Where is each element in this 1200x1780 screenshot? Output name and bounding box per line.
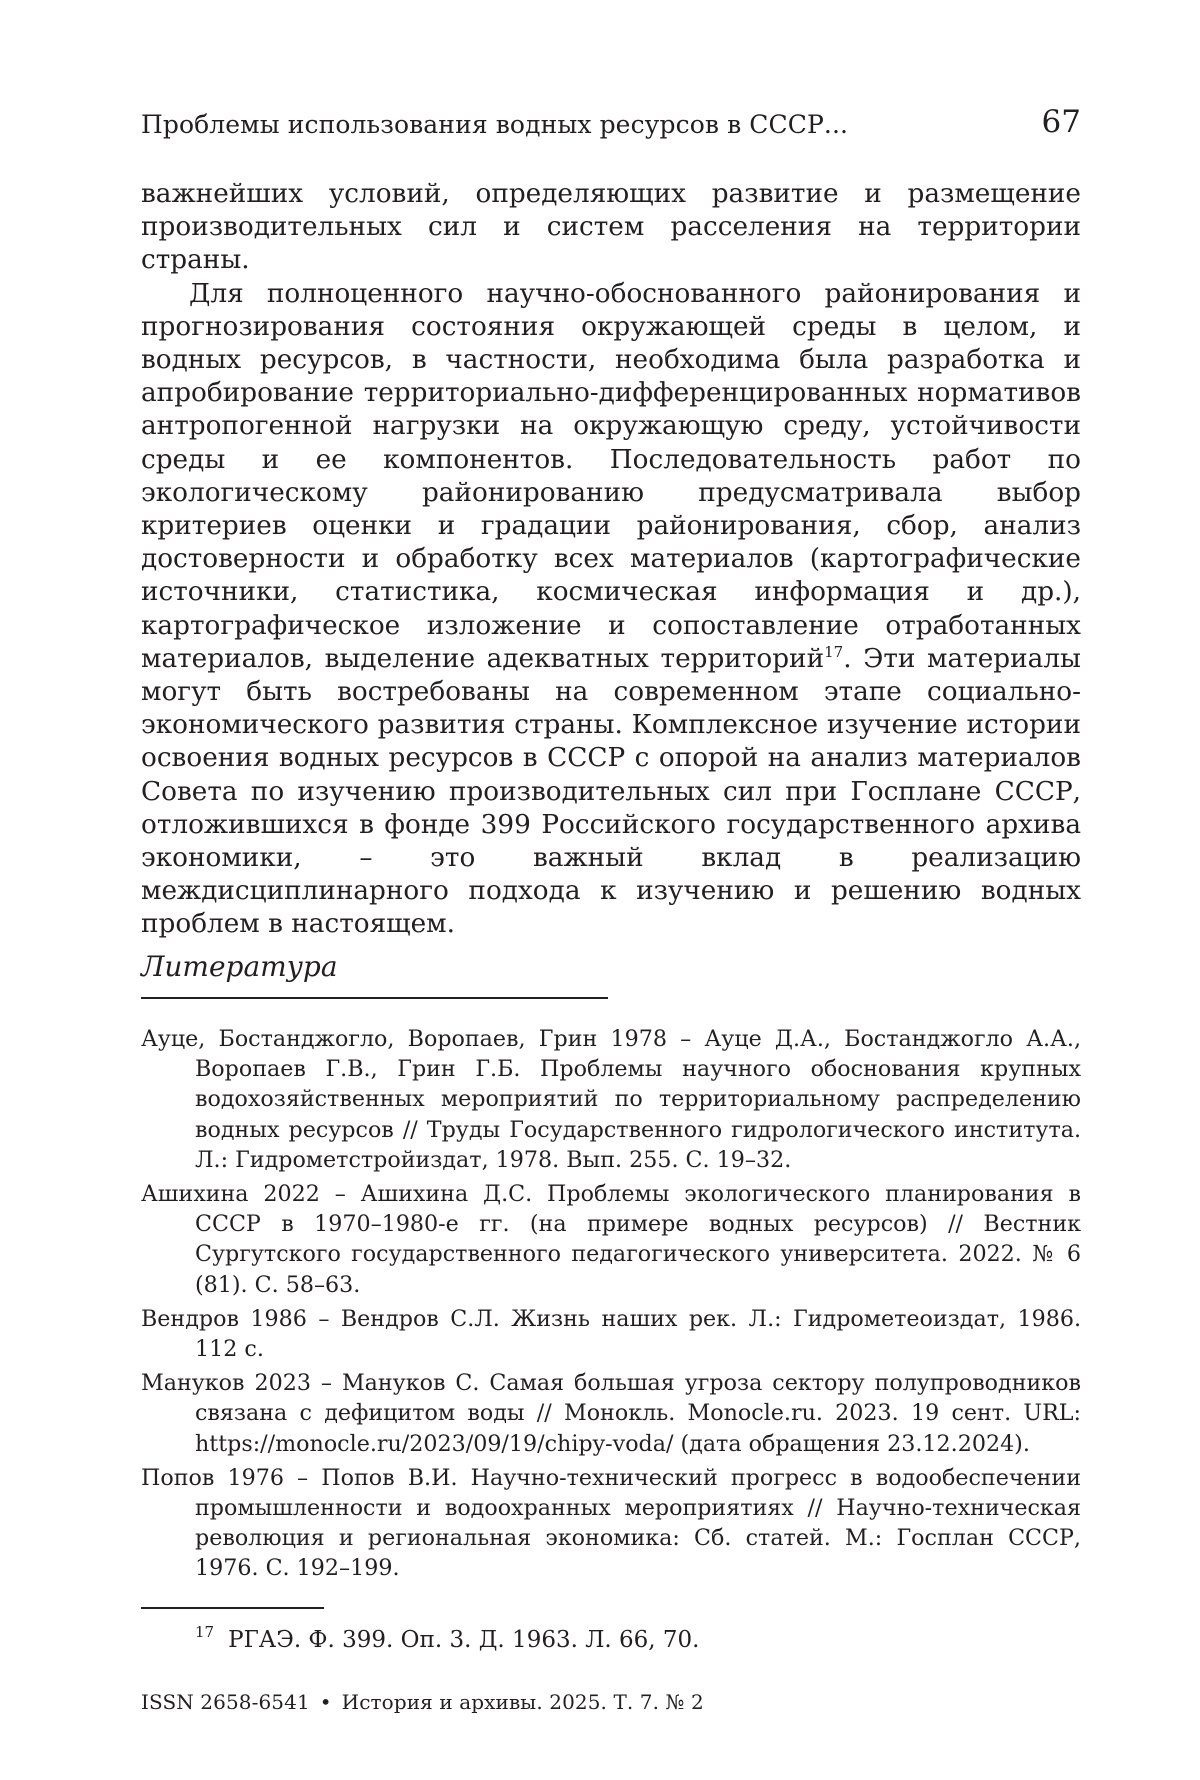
footnote <box>195 1623 700 1653</box>
reference-item: Мануков 2023 – Мануков С. Самая большая угроза сектору полупроводников связана с дефицитом воды // Монокль. Monocle.ru. 2023. 19 сент. URL: https://monocle.ru/2023/09/19/chipy-voda/ (дата обращения 23.12.2024). <box>141 1370 1081 1457</box>
paragraph-1: важнейших условий, определяющих развитие и размещение производительных сил и систем расселения на территории страны. <box>141 179 1081 276</box>
paragraph-2-part-1: Для полноценного научно-обоснованного районирования и прогнозирования состояния окружающей среды в целом, и водных ресурсов, в частности, необходима была разработка и апробирование территориально-дифференцированных нормативов антропогенной нагрузки на окружающую среду, устойчивости среды и ее компонентов. Последовательность работ по экологическому районированию предусматривала выбор критериев оценки и градации районирования, сбор, анализ достоверности и обработку всех материалов (картографические источники, статистика, космическая информация и др.), картографическое изложение и сопоставление отработанных материалов, выделение адекватных территорий <box>141 278 1081 674</box>
footer-bullet: • <box>319 1690 332 1714</box>
footer-journal: История и архивы. 2025. Т. 7. № 2 <box>341 1690 704 1714</box>
reference-list <box>141 1024 1081 1588</box>
reference-item: Вендров 1986 – Вендров С.Л. Жизнь наших рек. Л.: Гидрометеоиздат, 1986. 112 с. <box>141 1305 1081 1363</box>
footnote-reference[interactable]: 17 <box>824 642 844 661</box>
footnote-number: 17 <box>195 1623 215 1641</box>
paragraph-2-part-2: . Эти материалы могут быть востребованы на современном этапе социально-экономического развития страны. Комплексное изучение истории освоения водных ресурсов в СССР с опорой на анализ материалов Совета по изучению производительных сил при Госплане СССР, отложившихся в фонде 399 Российского государственного архива экономики, – это важный вклад в реализацию междисциплинарного подхода к изучению и решению водных проблем в настоящем. <box>141 643 1081 940</box>
reference-item: Попов 1976 – Попов В.И. Научно-технический прогресс в водообеспечении промышленности и водоохранных мероприятиях // Научно-техническая революция и региональная экономика: Сб. статей. М.: Госплан СССР, 1976. С. 192–199. <box>141 1464 1081 1582</box>
footnote-divider <box>141 1607 324 1609</box>
paragraph-2 <box>141 278 1081 942</box>
running-head <box>141 104 1081 144</box>
journal-page <box>141 0 1081 1780</box>
page-footer <box>141 1690 704 1714</box>
page-number: 67 <box>1041 104 1081 140</box>
reference-item: Ашихина 2022 – Ашихина Д.С. Проблемы экологического планирования в СССР в 1970–1980-е гг. (на примере водных ресурсов) // Вестник Сургутского государственного педагогического университета. 2022. № 6 (81). С. 58–63. <box>141 1181 1081 1298</box>
main-text <box>141 178 1081 942</box>
footer-issn: ISSN 2658-6541 <box>141 1690 310 1714</box>
literature-divider <box>141 997 608 999</box>
literature-heading: Литература <box>141 950 338 983</box>
reference-item: Ауце, Бостанджогло, Воропаев, Грин 1978 – Ауце Д.А., Бостанджогло А.А., Воропаев Г.В., Грин Г.Б. Проблемы научного обоснования крупных водохозяйственных мероприятий по территориальному распределению водных ресурсов // Труды Государственного гидрологического института. Л.: Гидрометстройиздат, 1978. Вып. 255. С. 19–32. <box>141 1026 1081 1173</box>
running-title: Проблемы использования водных ресурсов в СССР... <box>141 110 849 139</box>
footnote-text: РГАЭ. Ф. 399. Оп. 3. Д. 1963. Л. 66, 70. <box>228 1627 700 1653</box>
